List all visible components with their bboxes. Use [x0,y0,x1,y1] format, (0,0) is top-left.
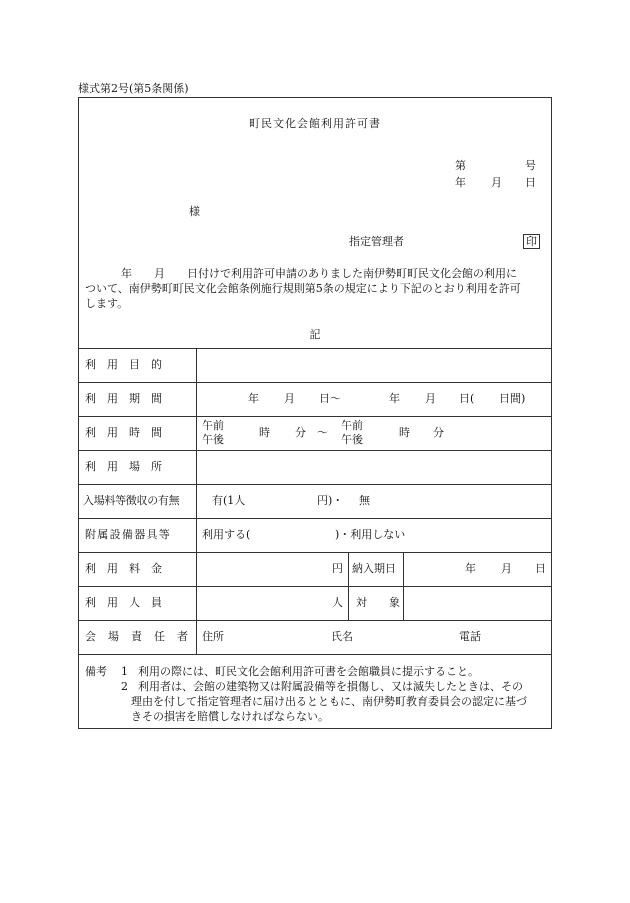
body-line-2: ついて、南伊勢町町民文化会館条例施行規則第5条の規定により下記のとおり利用を許可 [85,282,521,295]
manager-phone-label: 電話 [459,630,481,643]
body-month: 月 [154,267,165,280]
time-tilde: 〜 [317,426,328,439]
row-divider [79,586,551,587]
period-day-2: 日( [459,392,475,405]
note-2-line-2: 理由を付して指定管理者に届け出るとともに、南伊勢町教育委員会の認定に基づ [131,695,527,708]
number-prefix: 第 [455,159,466,172]
row-divider [79,620,551,621]
fee-column-divider [348,552,349,620]
purpose-label: 利 用 目 的 [85,358,162,371]
note-2-line-3: きその損害を賠償しなければならない。 [131,710,329,723]
body-text-1: 日付けで利用許可申請のありました南伊勢町町民文化会館の利用に [187,267,517,280]
row-divider [79,348,551,349]
period-year-1: 年 [248,392,259,405]
period-month-1: 月 [284,392,295,405]
manager-address-label: 住所 [202,630,224,643]
time-label: 利 用 時 間 [85,426,162,439]
date-day: 日 [525,176,536,189]
time-am-2: 午前 [341,419,363,432]
row-divider [79,382,551,383]
note-1-text: 利用の際には、町民文化会館利用許可書を会館職員に提示すること。 [138,665,479,678]
notes-heading: 備考 [85,665,107,678]
admission-no: 無 [359,494,370,507]
manager-name-label: 氏名 [331,630,353,643]
time-pm-2: 午後 [341,433,363,446]
note-1-number: 1 [121,665,128,678]
fee-yen: 円 [332,562,343,575]
manager-label: 会 場 責 任 者 [85,630,189,643]
number-suffix: 号 [525,159,536,172]
period-day-1: 日〜 [319,392,341,405]
notes [85,664,547,724]
period-days: 日間) [499,392,526,405]
label-column-divider [196,348,197,654]
row-divider [79,416,551,417]
time-pm-1: 午後 [202,433,224,446]
note-2-number: 2 [121,680,128,693]
form-number: 様式第2号(第5条関係) [78,82,189,95]
seal-mark: 印 [523,234,540,249]
date-year: 年 [455,176,466,189]
row-divider [79,518,551,519]
time-am-1: 午前 [202,419,224,432]
equipment-label: 附属設備器具等 [85,528,172,541]
place-label: 利 用 場 所 [85,460,162,473]
due-month: 月 [501,562,512,575]
body-year: 年 [121,267,132,280]
persons-label: 利 用 人 員 [85,596,162,609]
period-month-2: 月 [425,392,436,405]
period-label: 利 用 期 間 [85,392,162,405]
due-day: 日 [535,562,546,575]
due-date-label: 納入期日 [352,562,396,575]
period-year-2: 年 [389,392,400,405]
admission-yen: 円)・ [317,494,344,507]
body-line-1 [85,266,547,281]
note-2-text-1: 利用者は、会館の建築物又は附属設備等を損傷し、又は滅失したときは、その [138,680,523,693]
time-hour-2: 時 [399,426,410,439]
row-divider [79,484,551,485]
row-divider [79,654,551,655]
recipient-suffix: 様 [189,205,200,218]
target-label: 対 象 [356,596,400,609]
body-line-3: します。 [85,297,129,310]
form-title: 町民文化会館利用許可書 [249,117,381,130]
fee-label: 利 用 料 金 [85,562,162,575]
persons-unit: 人 [332,596,343,609]
time-minute-2: 分 [433,426,444,439]
note-2 [85,679,547,694]
equipment-no-use: )・利用しない [335,528,406,541]
date-month: 月 [491,176,502,189]
permit-form [78,97,552,729]
due-column-divider [403,552,404,620]
row-divider [79,450,551,451]
issuer-label: 指定管理者 [349,235,404,248]
equipment-use: 利用する( [202,528,251,541]
time-minute-1: 分 [295,426,306,439]
due-year: 年 [465,562,476,575]
admission-label: 入場料等徴収の有無 [83,494,180,507]
permit-body [85,266,547,311]
time-hour-1: 時 [259,426,270,439]
ki-mark: 記 [309,328,321,341]
admission-yes: 有(1人 [212,494,246,507]
row-divider [79,552,551,553]
note-1 [85,664,547,679]
